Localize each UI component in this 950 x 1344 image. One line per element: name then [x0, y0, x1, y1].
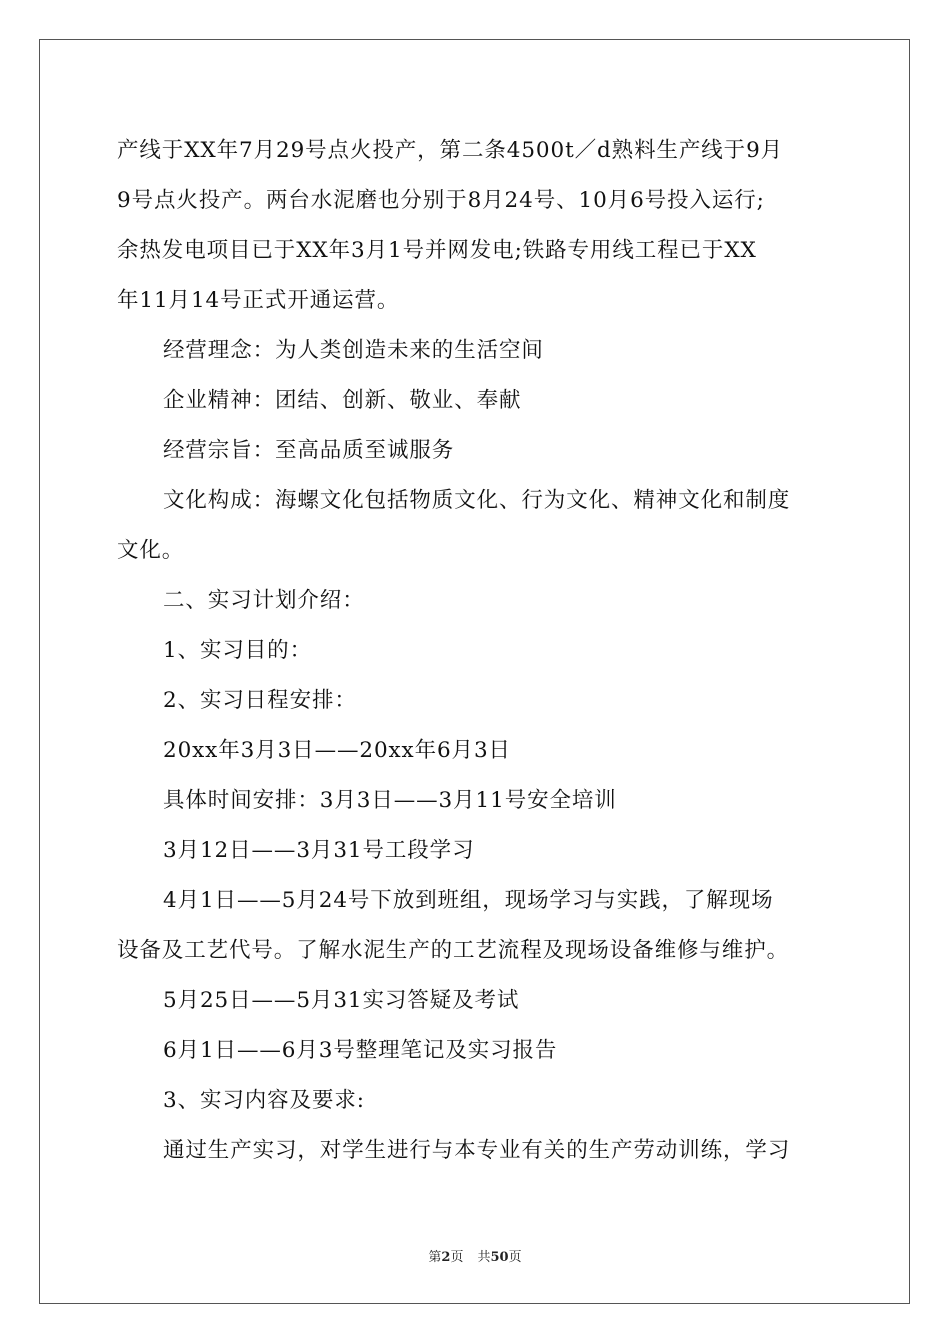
business-philosophy: 经营理念：为人类创造未来的生活空间 — [163, 338, 544, 363]
culture-composition-cont: 文化。 — [117, 538, 185, 563]
text-line-2: 9号点火投产。两台水泥磨也分别于8月24号、10月6号投入运行; — [117, 188, 765, 213]
schedule-item-1: 具体时间安排：3月3日——3月11号安全培训 — [163, 788, 617, 813]
text-line-1: 产线于XX年7月29号点火投产，第二条4500t／d熟料生产线于9月 — [117, 138, 784, 163]
total-pages: 50 — [490, 1250, 509, 1265]
total-suffix: 页 — [508, 1250, 522, 1265]
page-number: 2 — [441, 1250, 451, 1265]
subheading-purpose: 1、实习目的： — [163, 638, 312, 663]
culture-composition: 文化构成：海螺文化包括物质文化、行为文化、精神文化和制度 — [163, 488, 791, 513]
schedule-item-4: 5月25日——5月31实习答疑及考试 — [163, 988, 520, 1013]
text-line-4: 年11月14号正式开通运营。 — [117, 288, 400, 313]
page-suffix: 页 — [450, 1250, 464, 1265]
subheading-content: 3、实习内容及要求: — [163, 1088, 365, 1113]
section-heading-plan: 二、实习计划介绍： — [163, 588, 365, 613]
schedule-item-3-cont: 设备及工艺代号。了解水泥生产的工艺流程及现场设备维修与维护。 — [117, 938, 790, 963]
enterprise-spirit: 企业精神：团结、创新、敬业、奉献 — [163, 388, 522, 413]
schedule-range: 20xx年3月3日——20xx年6月3日 — [163, 738, 511, 763]
business-tenet: 经营宗旨：至高品质至诚服务 — [163, 438, 455, 463]
schedule-item-2: 3月12日——3月31号工段学习 — [163, 838, 475, 863]
text-line-3: 余热发电项目已于XX年3月1号并网发电;铁路专用线工程已于XX — [117, 238, 757, 263]
schedule-item-5: 6月1日——6月3号整理笔记及实习报告 — [163, 1038, 558, 1063]
page-footer — [0, 1246, 950, 1265]
total-prefix: 共 — [477, 1250, 491, 1265]
subheading-schedule: 2、实习日程安排： — [163, 688, 357, 713]
content-paragraph: 通过生产实习，对学生进行与本专业有关的生产劳动训练，学习 — [163, 1138, 791, 1163]
document-body — [117, 126, 835, 1176]
page-prefix: 第 — [428, 1250, 442, 1265]
schedule-item-3: 4月1日——5月24号下放到班组，现场学习与实践，了解现场 — [163, 888, 774, 913]
